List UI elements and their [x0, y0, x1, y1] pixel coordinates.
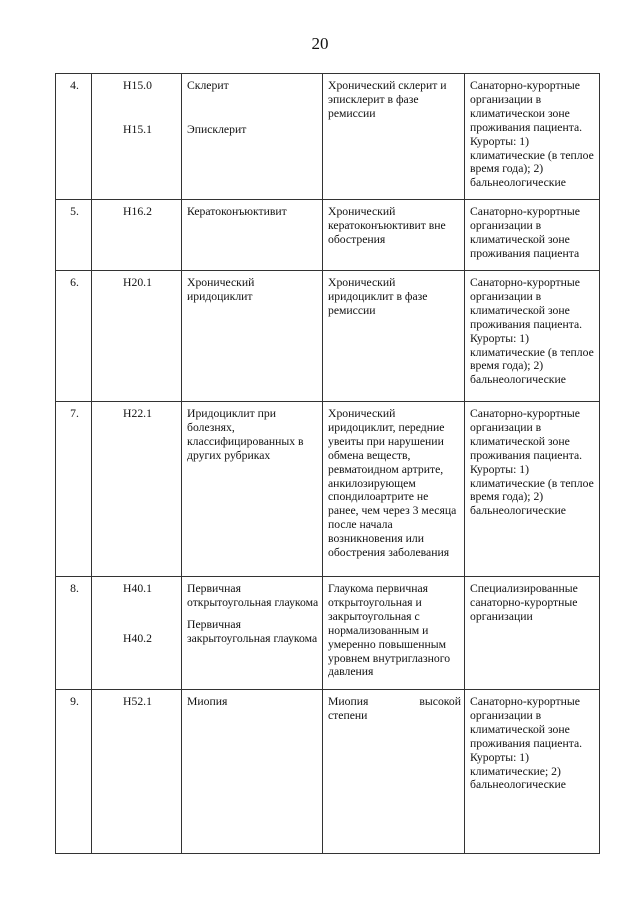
disease-cell	[182, 402, 323, 577]
recommendation-cell: Санаторно-курортные организации в климатической зоне проживания пациента	[465, 200, 600, 271]
disease-cell	[182, 577, 323, 690]
condition-text: степени	[328, 708, 368, 722]
condition-cell: Глаукома первичная открытоугольная и закрытоугольная с нормализованным и умеренно повышенным уровнем внутриглазного давления	[323, 577, 465, 690]
row-number: 5.	[56, 200, 92, 271]
disease-cell	[182, 200, 323, 271]
code-cell	[92, 74, 182, 200]
diagnosis-code: Н15.1	[123, 122, 152, 136]
table-row	[56, 74, 600, 200]
condition-cell: Хронический склерит и эписклерит в фазе ремиссии	[323, 74, 465, 200]
code-cell	[92, 271, 182, 402]
row-number: 6.	[56, 271, 92, 402]
row-number: 9.	[56, 690, 92, 854]
condition-cell: Хронический кератоконъюктивит вне обострения	[323, 200, 465, 271]
code-cell	[92, 577, 182, 690]
diagnosis-code: Н20.1	[123, 276, 152, 289]
row-number: 8.	[56, 577, 92, 690]
diagnosis-code: Н22.1	[123, 407, 152, 420]
row-number: 4.	[56, 74, 92, 200]
condition-cell	[323, 690, 465, 854]
disease-name: Склерит	[187, 79, 229, 92]
table-row	[56, 402, 600, 577]
table-row	[56, 690, 600, 854]
diagnosis-code: Н15.0	[123, 79, 152, 92]
recommendation-cell: Специализированные санаторно-курортные организации	[465, 577, 600, 690]
recommendation-cell: Санаторно-курортные организации в климатической зоне проживания пациента. Курорты: 1) климатические; 2) бальнеологические	[465, 690, 600, 854]
recommendation-cell: Санаторно-курортные организации в климатической зоне проживания пациента. Курорты: 1) климатические (в теплое время года); 2) бальнеологические	[465, 402, 600, 577]
disease-name: Хронический иридоциклит	[187, 276, 255, 303]
recommendation-cell: Санаторно-курортные организации в климатическои зоне проживания пациента. Курорты: 1) климатические (в теплое время года); 2) бальнеологические	[465, 74, 600, 200]
condition-cell: Хронический иридоциклит, передние увеиты при нарушении обмена веществ, ревматоидном артрите, анкилозирующем спондилоартрите не ранее, чем через 3 месяца после начала возникновения или обострения заболевания	[323, 402, 465, 577]
disease-cell	[182, 690, 323, 854]
condition-word: Миопия	[328, 695, 369, 708]
code-cell	[92, 690, 182, 854]
row-number: 7.	[56, 402, 92, 577]
diagnosis-code: Н40.1	[123, 582, 152, 595]
disease-name: Миопия	[187, 695, 228, 708]
table-row	[56, 577, 600, 690]
disease-cell	[182, 74, 323, 200]
disease-name: Первичная открытоугольная глаукома	[187, 582, 319, 609]
diagnosis-code: Н52.1	[123, 695, 152, 708]
condition-first-line	[328, 695, 461, 709]
diagnosis-code: Н16.2	[123, 205, 152, 218]
table-row	[56, 271, 600, 402]
condition-word: высокой	[419, 695, 461, 708]
disease-name: Иридоциклит при болезнях, классифицированных в других рубриках	[187, 407, 304, 462]
recommendation-cell: Санаторно-курортные организации в климатической зоне проживания пациента. Курорты: 1) климатические (в теплое время года); 2) бальнеологические	[465, 271, 600, 402]
code-cell	[92, 402, 182, 577]
table-row	[56, 200, 600, 271]
page-number: 20	[311, 34, 329, 53]
diagnosis-code: Н40.2	[123, 631, 152, 645]
disease-name: Кератоконъюктивит	[187, 205, 287, 218]
code-cell	[92, 200, 182, 271]
disease-name: Эписклерит	[187, 122, 247, 136]
disease-name: Первичная закрытоугольная глаукома	[187, 617, 318, 645]
resort-indications-table	[55, 73, 600, 854]
disease-cell	[182, 271, 323, 402]
condition-cell: Хронический иридоциклит в фазе ремиссии	[323, 271, 465, 402]
